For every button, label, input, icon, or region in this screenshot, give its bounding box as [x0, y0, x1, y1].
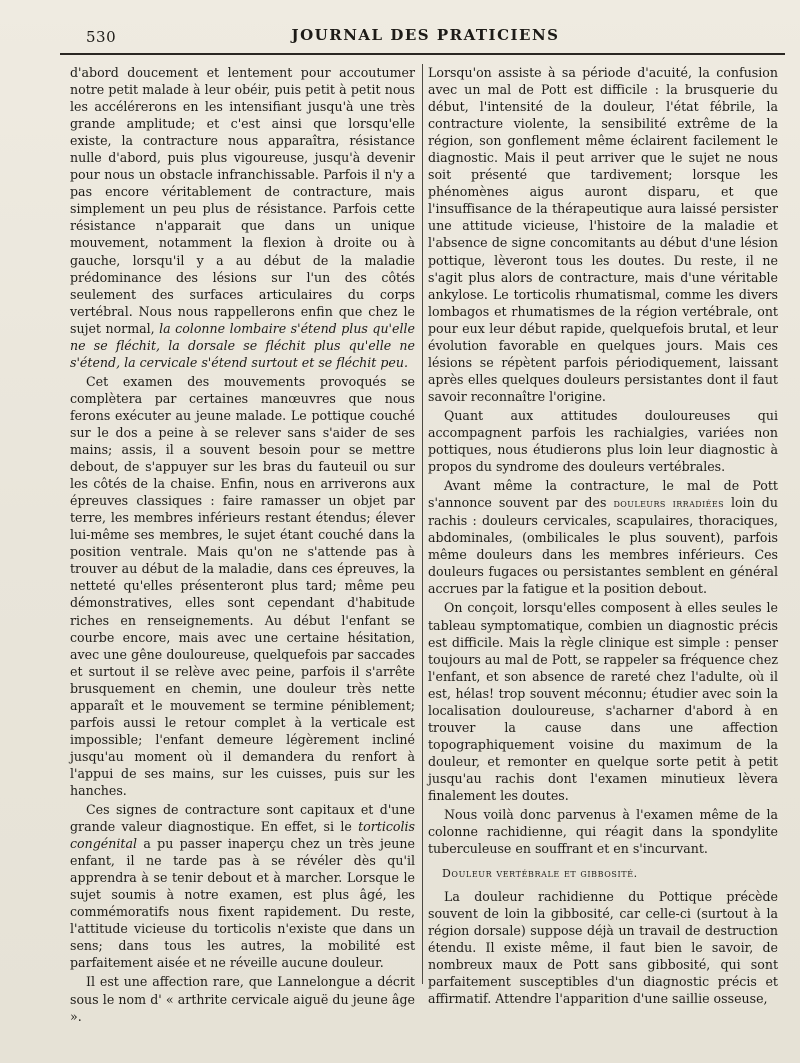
left-p1-italic: la colonne lombaire s'étend plus qu'elle ne se fléchit, la dorsale se fléchit plus qu'elle ne s'étend, la cervicale s'étend surtout et se fléchit peu.: [70, 320, 415, 370]
right-p3-smallcaps: douleurs irradiées: [613, 497, 724, 511]
right-paragraph-6: La douleur rachidienne du Pottique précède souvent de loin la gibbosité, car celle-ci (surtout à la région dorsale) suppose déjà un travail de destruction étendu. Il existe même, il faut bien le savoir, de nombreux maux de Pott sans gibbosité, qui sont parfaitement susceptibles d'un diagnostic précis et affirmatif. Attendre l'apparition d'une saillie osseuse,: [428, 889, 778, 1007]
left-paragraph-1: [70, 64, 415, 371]
left-paragraph-4: Il est une affection rare, que Lannelongue a décrit sous le nom d' « arthrite cervicale aiguë du jeune âge ».: [70, 974, 415, 1024]
running-title: JOURNAL DES PRATICIENS: [291, 26, 560, 44]
right-p3-before: Avant même la contracture, le mal de Pott s'annonce souvent par des: [428, 478, 778, 511]
right-column: [428, 64, 778, 1008]
left-column: [70, 64, 415, 1025]
left-p3-italic: torticolis congénital: [70, 819, 415, 852]
page-number: 530: [86, 28, 117, 46]
section-heading: Douleur vertébrale et gibbosité.: [442, 867, 638, 881]
left-paragraph-2: Cet examen des mouvements provoqués se complètera par certaines manœuvres que nous ferons exécuter au jeune malade. Le pottique couché sur le dos a peine à se relever sans s'aider de ses mains; assis, il a souvent besoin pour se mettre debout, de s'appuyer sur les bras du fauteuil ou sur les côtés de la chaise. Enfin, nous en arriverons aux épreuves classiques : faire ramasser un objet par terre, les membres inférieurs restant étendus; élever lui-même ses membres, le sujet étant couché dans la position ventrale. Mais qu'on ne s'attende pas à trouver au début de la maladie, dans ces épreuves, la netteté qu'elles présenteront plus tard; même peu démonstratives, elles sont cependant d'habitude riches en renseignements. Au début l'enfant se courbe encore, mais avec une certaine hésitation, avec une gêne douloureuse, quelquefois par saccades et surtout il se relève avec peine, parfois il s'arrête brusquement en chemin, une douleur très nette apparaît et le mouvement se termine péniblement; parfois aussi le retour complet à la verticale est impossible; l'enfant demeure légèrement incliné jusqu'au moment où il demandera du renfort à l'appui de ses mains, sur les cuisses, puis sur les hanches.: [70, 373, 415, 798]
left-p3-before: Ces signes de contracture sont capitaux et d'une grande valeur diagnostique. En effet, si le: [70, 802, 415, 835]
page-header: [68, 26, 783, 48]
column-divider: [422, 64, 423, 984]
right-paragraph-4: On conçoit, lorsqu'elles composent à elles seules le tableau symptomatique, combien un diagnostic précis est difficile. Mais la règle clinique est simple : penser toujours au mal de Pott, se rappeler sa fréquence chez l'enfant, et son absence de rareté chez l'adulte, où il est, hélas! trop souvent méconnu; étudier avec soin la localisation douloureuse, s'acharner d'abord à en trouver la cause dans une affection topographiquement voisine du maximum de la douleur, et remonter en quelque sorte petit à petit jusqu'au rachis dont l'examen minutieux lèvera finalement les doutes.: [428, 600, 778, 803]
right-p3-after: loin du rachis : douleurs cervicales, scapulaires, thoraciques, abdominales, (ombilicales le plus souvent), parfois même douleurs dans les membres inférieurs. Ces douleurs fugaces ou persistantes semblent en général accrues par la fatigue et la position debout.: [428, 495, 778, 597]
left-p3-after: a pu passer inaperçu chez un très jeune enfant, il ne tarde pas à se révéler dès qu'il apprendra à se tenir debout et à marcher. Lorsque le sujet soumis à notre examen, est plus âgé, les commémoratifs nous fixent rapidement. Du reste, l'attitude vicieuse du torticolis n'existe que dans un sens; dans tous les autres, la mobilité est parfaitement aisée et ne réveille aucune douleur.: [70, 836, 415, 971]
right-paragraph-5: Nous voilà donc parvenus à l'examen même de la colonne rachidienne, qui réagit dans la spondylite tuberculeuse en souffrant et en s'incurvant.: [428, 807, 778, 857]
header-rule: [60, 53, 785, 55]
left-p1-text: d'abord doucement et lentement pour accoutumer notre petit malade à leur obéir, puis petit à petit nous les accélérerons en les intensifiant jusqu'à une très grande amplitude; et c'est ainsi que lorsqu'elle existe, la contracture nous apparaîtra, résistance nulle d'abord, puis plus vigoureuse, jusqu'à devenir pour nous un obstacle infranchissable. Parfois il n'y a pas encore véritablement de contracture, mais simplement un peu plus de résistance. Parfois cette résistance n'apparait que dans un unique mouvement, notamment la flexion à droite ou à gauche, lorsqu'il y a au début de la maladie prédominance des lésions sur l'un des côtés seulement des surfaces articulaires du corps vertébral. Nous nous rappellerons enfin que chez le sujet normal,: [70, 65, 415, 336]
right-paragraph-1: Lorsqu'on assiste à sa période d'acuité, la confusion avec un mal de Pott est difficile : la brusquerie du début, l'intensité de la douleur, l'état fébrile, la contracture violente, la sensibilité extrême de la région, son gonflement même éclairent facilement le diagnostic. Mais il peut arriver que le sujet ne nous soit présenté que tardivement; lorsque les phénomènes aigus auront disparu, et que l'insuffisance de la thérapeutique aura laissé persister une attitude vicieuse, l'histoire de la maladie et l'absence de signe concomitants au début d'une lésion pottique, lèveront tous les doutes. Du reste, il ne s'agit plus alors de contracture, mais d'une véritable ankylose. Le torticolis rhumatismal, comme les divers lombagos et rhumatismes de la région vertébrale, ont pour eux leur début rapide, quelquefois brutal, et leur évolution favorable en quelques jours. Mais ces lésions se répètent parfois périodiquement, laissant après elles quelques douleurs persistantes dont il faut savoir reconnaître l'origine.: [428, 65, 778, 404]
left-paragraph-3: [70, 801, 415, 971]
right-paragraph-2: Quant aux attitudes douloureuses qui accompagnent parfois les rachialgies, variées non pottiques, nous étudierons plus loin leur diagnostic à propos du syndrome des douleurs vertébrales.: [428, 407, 778, 475]
right-paragraph-3: [428, 477, 778, 597]
